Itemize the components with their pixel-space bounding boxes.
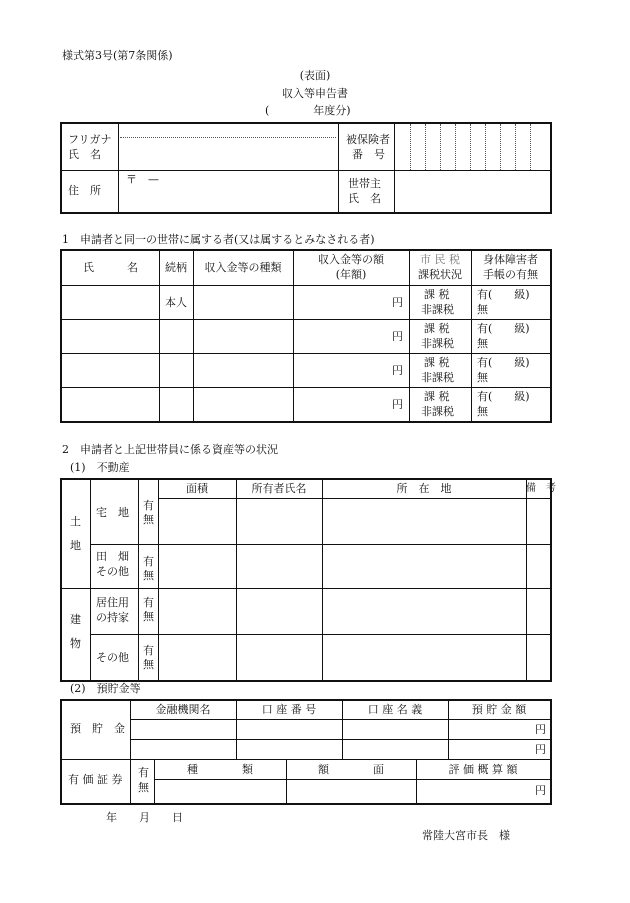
householder-label-2: 氏 名 (348, 192, 381, 205)
header-box (60, 122, 552, 214)
row1-tax-1: 課 税 (424, 288, 450, 301)
col-owner: 所有者氏名 (251, 482, 307, 495)
deposit-table (60, 699, 552, 805)
row3-yen: 円 (392, 364, 403, 377)
row1-relation: 本人 (165, 296, 187, 309)
row3-dis-1: 有( 級) (477, 356, 530, 369)
kyojuu-label-2: の持家 (96, 611, 129, 624)
address-label: 住 所 (68, 184, 101, 197)
row4-tax-1: 課 税 (424, 390, 450, 403)
building-other-umu-1: 有 (143, 644, 154, 657)
denpata-umu-1: 有 (143, 555, 154, 568)
postal-mark: 〒 — (126, 173, 159, 186)
real-estate-table (60, 478, 556, 682)
building-other-umu-2: 無 (143, 658, 154, 671)
kyojuu-umu-1: 有 (143, 596, 154, 609)
householder-field[interactable] (396, 172, 548, 210)
deposit-title: (2) 預貯金等 (70, 682, 141, 695)
front-label: (表面) (299, 69, 331, 82)
securities-label: 有 価 証 券 (68, 773, 123, 786)
kyojuu-umu-2: 無 (143, 610, 154, 623)
denpata-umu-2: 無 (143, 569, 154, 582)
col-kind: 種 類 (187, 763, 253, 776)
col-disability-2: 手帳の有無 (483, 268, 538, 281)
col-name: 氏 名 (83, 261, 138, 274)
col-relation: 続柄 (165, 261, 187, 274)
col-tax-1: 市 民 税 (420, 253, 460, 266)
building-label-2: 物 (70, 637, 81, 650)
form-number: 様式第3号(第7条関係) (62, 49, 173, 62)
row3-tax-2: 非課税 (421, 371, 454, 384)
real-estate-title: (1) 不動産 (70, 461, 130, 474)
household-table (60, 249, 552, 423)
name-label: 氏 名 (68, 148, 101, 161)
section1-title: 1 申請者と同一の世帯に属する者(又は属するとみなされる者) (62, 233, 375, 246)
col-income-amount-2: (年額) (335, 268, 367, 281)
date-line: 年 月 日 (106, 811, 183, 824)
row2-tax-1: 課 税 (424, 322, 450, 335)
row4-dis-2: 無 (477, 405, 488, 418)
col-tax-2: 課税状況 (418, 268, 462, 281)
row2-yen: 円 (392, 330, 403, 343)
deposit-label: 預 貯 金 (70, 722, 125, 735)
year-label: ( 年度分) (265, 104, 351, 117)
col-disability-1: 身体障害者 (483, 253, 538, 266)
deposit-yen-2: 円 (535, 743, 546, 756)
row1-dis-1: 有( 級) (477, 288, 530, 301)
denpata-label-2: その他 (96, 565, 129, 578)
row1-dis-2: 無 (477, 303, 488, 316)
col-bank: 金融機関名 (155, 703, 211, 716)
row4-yen: 円 (392, 398, 403, 411)
securities-umu-2: 無 (138, 781, 149, 794)
householder-label-1: 世帯主 (348, 177, 381, 190)
building-label-1: 建 (70, 613, 81, 626)
takuchi-label: 宅 地 (96, 506, 129, 519)
takuchi-umu-1: 有 (143, 499, 154, 512)
name-field[interactable] (120, 139, 336, 169)
row2-dis-2: 無 (477, 337, 488, 350)
land-label-2: 地 (70, 539, 81, 552)
land-label-1: 土 (70, 515, 81, 528)
denpata-label-1: 田 畑 (96, 550, 129, 563)
col-area: 面積 (186, 482, 208, 495)
col-deposit-amount: 預 貯 金 額 (471, 703, 527, 716)
takuchi-umu-2: 無 (143, 513, 154, 526)
section2-title: 2 申請者と上記世帯員に係る資産等の状況 (62, 443, 278, 456)
addressee: 常陸大宮市長 様 (422, 829, 510, 842)
col-remarks: 備 考 (526, 483, 556, 494)
insured-number-grid[interactable] (396, 124, 550, 170)
col-account-number: 口 座 番 号 (261, 703, 317, 716)
kyojuu-label-1: 居住用 (96, 596, 129, 609)
furigana-label: フリガナ (68, 133, 112, 146)
col-account-name: 口 座 名 義 (367, 703, 423, 716)
securities-yen: 円 (535, 784, 546, 797)
col-face: 額 面 (318, 763, 384, 776)
insured-number-label-2: 番 号 (352, 148, 385, 161)
col-valuation: 評 価 概 算 額 (448, 763, 518, 776)
col-income-type: 収入金等の種類 (204, 261, 282, 274)
row3-dis-2: 無 (477, 371, 488, 384)
address-field[interactable] (120, 172, 336, 210)
securities-umu-1: 有 (138, 766, 149, 779)
building-other-label: その他 (96, 651, 129, 664)
row4-dis-1: 有( 級) (477, 390, 530, 403)
row3-tax-1: 課 税 (424, 356, 450, 369)
col-income-amount-1: 収入金等の額 (318, 253, 384, 266)
row2-dis-1: 有( 級) (477, 322, 530, 335)
row1-yen: 円 (392, 296, 403, 309)
row4-tax-2: 非課税 (421, 405, 454, 418)
row2-tax-2: 非課税 (421, 337, 454, 350)
page-title: 収入等申告書 (282, 87, 348, 100)
deposit-yen-1: 円 (535, 723, 546, 736)
row1-tax-2: 非課税 (421, 303, 454, 316)
insured-number-label-1: 被保険者 (346, 133, 390, 146)
col-location: 所 在 地 (396, 482, 452, 495)
